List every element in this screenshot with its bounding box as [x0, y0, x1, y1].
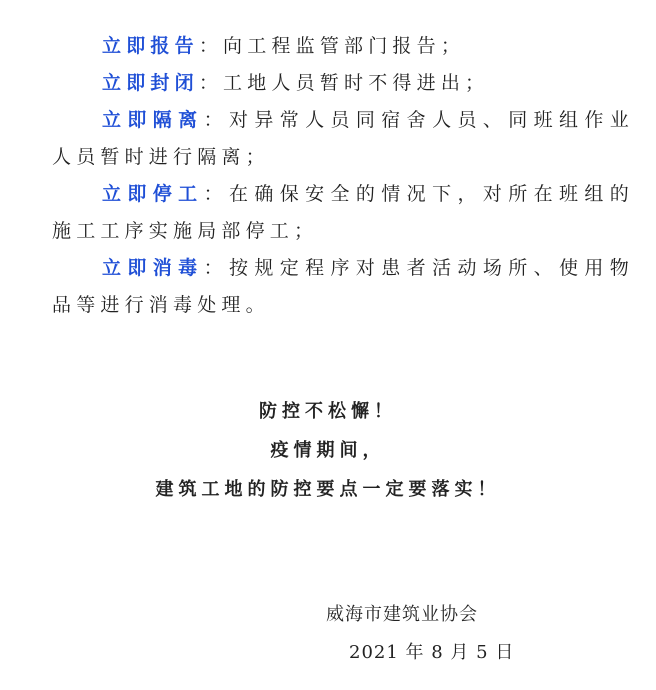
measure-disinfect [52, 250, 634, 324]
measure-label: 立即消毒 [102, 257, 204, 279]
slogan-line: 防控不松懈！ [259, 401, 397, 422]
issue-date: 2021 年 8 月 5 日 [349, 642, 515, 663]
slogan-line: 疫情期间， [270, 440, 386, 461]
measure-text: ：向工程监管部门报告； [198, 35, 466, 57]
organization-name: 威海市建筑业协会 [326, 604, 478, 625]
measure-label: 立即封闭 [102, 72, 199, 94]
measure-label: 立即报告 [102, 35, 199, 57]
measure-stop-work [52, 176, 634, 250]
emergency-measures-list [52, 28, 634, 324]
measure-text: ：对异常人员同宿舍人员、同班组作业人员暂时进行隔离； [52, 109, 634, 168]
measure-text: ：在确保安全的情况下，对所在班组的施工工序实施局部停工； [52, 183, 634, 242]
measure-report [52, 28, 634, 65]
measure-isolate [52, 102, 634, 176]
measure-text: ：按规定程序对患者活动场所、使用物品等进行消毒处理。 [52, 257, 634, 316]
measure-label: 立即停工 [102, 183, 204, 205]
measure-text: ：工地人员暂时不得进出； [198, 72, 490, 94]
measure-close-site [52, 65, 634, 102]
slogan-block [0, 392, 656, 509]
slogan-line: 建筑工地的防控要点一定要落实！ [155, 479, 501, 500]
measure-label: 立即隔离 [102, 109, 204, 131]
